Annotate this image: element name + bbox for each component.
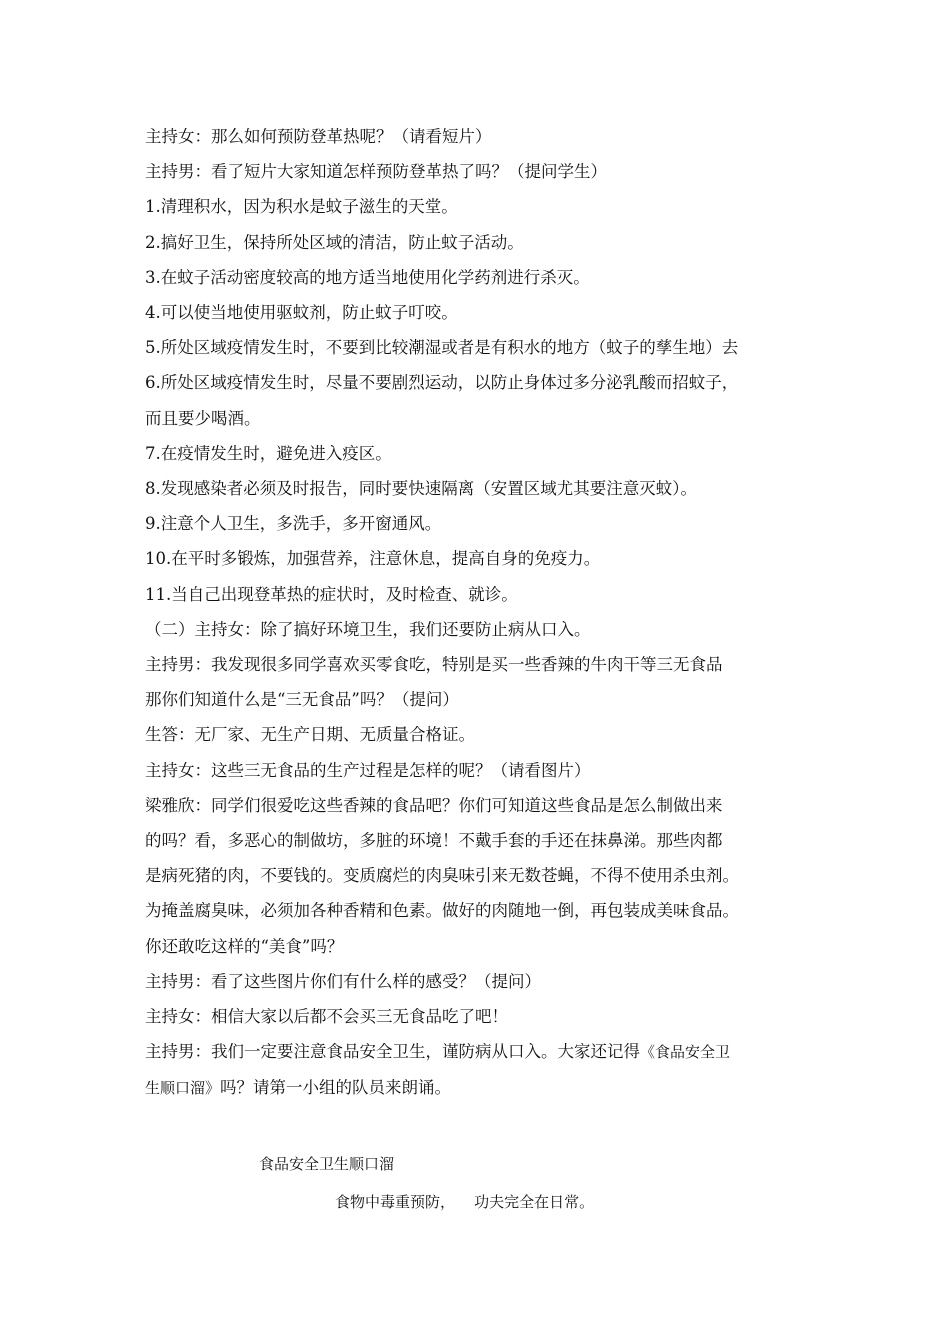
- list-item: 8.发现感染者必须及时报告，同时要快速隔离（安置区域尤其要注意灭蚊）。: [145, 479, 697, 499]
- list-item: 11.当自己出现登革热的症状时，及时检查、就诊。: [145, 584, 518, 604]
- list-item: 5.所处区域疫情发生时，不要到比较潮湿或者是有积水的地方（蚊子的孳生地）去: [145, 338, 739, 358]
- paragraph: 梁雅欣：同学们很爱吃这些香辣的食品吧？你们可知道这些食品是怎么制做出来: [145, 795, 723, 815]
- list-item: 4.可以使当地使用驱蚊剂，防止蚊子叮咬。: [145, 303, 458, 323]
- list-item: 9.注意个人卫生，多洗手，多开窗通风。: [145, 514, 442, 534]
- paragraph: 主持男：看了这些图片你们有什么样的感受？（提问）: [145, 971, 541, 991]
- paragraph: 生答：无厂家、无生产日期、无质量合格证。: [145, 725, 475, 745]
- paragraph: 那你们知道什么是“三无食品”吗？（提问）: [145, 690, 459, 710]
- document-body: [145, 119, 810, 1107]
- book-title-run: 生顺口溜》: [145, 1079, 221, 1098]
- list-item: 6.所处区域疫情发生时，尽量不要剧烈运动，以防止身体过多分泌乳酸而招蚊子，: [145, 373, 739, 393]
- paragraph: 为掩盖腐臭味，必须加各种香精和色素。做好的肉随地一倒，再包装成美味食品。: [145, 901, 739, 921]
- paragraph: 主持男：我发现很多同学喜欢买零食吃，特别是买一些香辣的牛肉干等三无食品: [145, 655, 723, 675]
- list-item: 1.清理积水，因为积水是蚊子滋生的天堂。: [145, 197, 458, 217]
- poem-title: 食品安全卫生顺口溜: [259, 1155, 395, 1173]
- list-item: 2.搞好卫生，保持所处区域的清洁，防止蚊子活动。: [145, 232, 524, 252]
- paragraph-last: [145, 1034, 810, 1070]
- poem-line: 食物中毒重预防， 功夫完全在日常。: [335, 1193, 595, 1211]
- paragraph-last-continued: [145, 1070, 810, 1106]
- paragraph: 主持女：相信大家以后都不会买三无食品吃了吧！: [145, 1007, 508, 1027]
- list-item-continued: 而且要少喝酒。: [145, 408, 261, 428]
- text-run: 吗？请第一小组的队员来朗诵。: [220, 1078, 452, 1098]
- book-title-run: 《食品安全卫: [640, 1043, 731, 1062]
- paragraph: 主持女：这些三无食品的生产过程是怎样的呢？（请看图片）: [145, 760, 591, 780]
- list-item: 3.在蚊子活动密度较高的地方适当地使用化学药剂进行杀灭。: [145, 267, 590, 287]
- paragraph: 是病死猪的肉，不要钱的。变质腐烂的肉臭味引来无数苍蝇，不得不使用杀虫剂。: [145, 866, 739, 886]
- paragraph: 主持男：看了短片大家知道怎样预防登革热了吗？（提问学生）: [145, 162, 607, 182]
- list-item: 7.在疫情发生时，避免进入疫区。: [145, 443, 392, 463]
- list-item: 10.在平时多锻炼，加强营养，注意休息，提高自身的免疫力。: [145, 549, 601, 569]
- text-run: 主持男：我们一定要注意食品安全卫生，谨防病从口入。大家还记得: [145, 1042, 640, 1062]
- paragraph: 的吗？看，多恶心的制做坊，多脏的环境！不戴手套的手还在抹鼻涕。那些肉都: [145, 831, 723, 851]
- paragraph: 你还敢吃这样的“美食”吗？: [145, 936, 344, 956]
- paragraph: 主持女：那么如何预防登革热呢？（请看短片）: [145, 127, 492, 146]
- paragraph: （二）主持女：除了搞好环境卫生，我们还要防止病从口入。: [145, 619, 591, 639]
